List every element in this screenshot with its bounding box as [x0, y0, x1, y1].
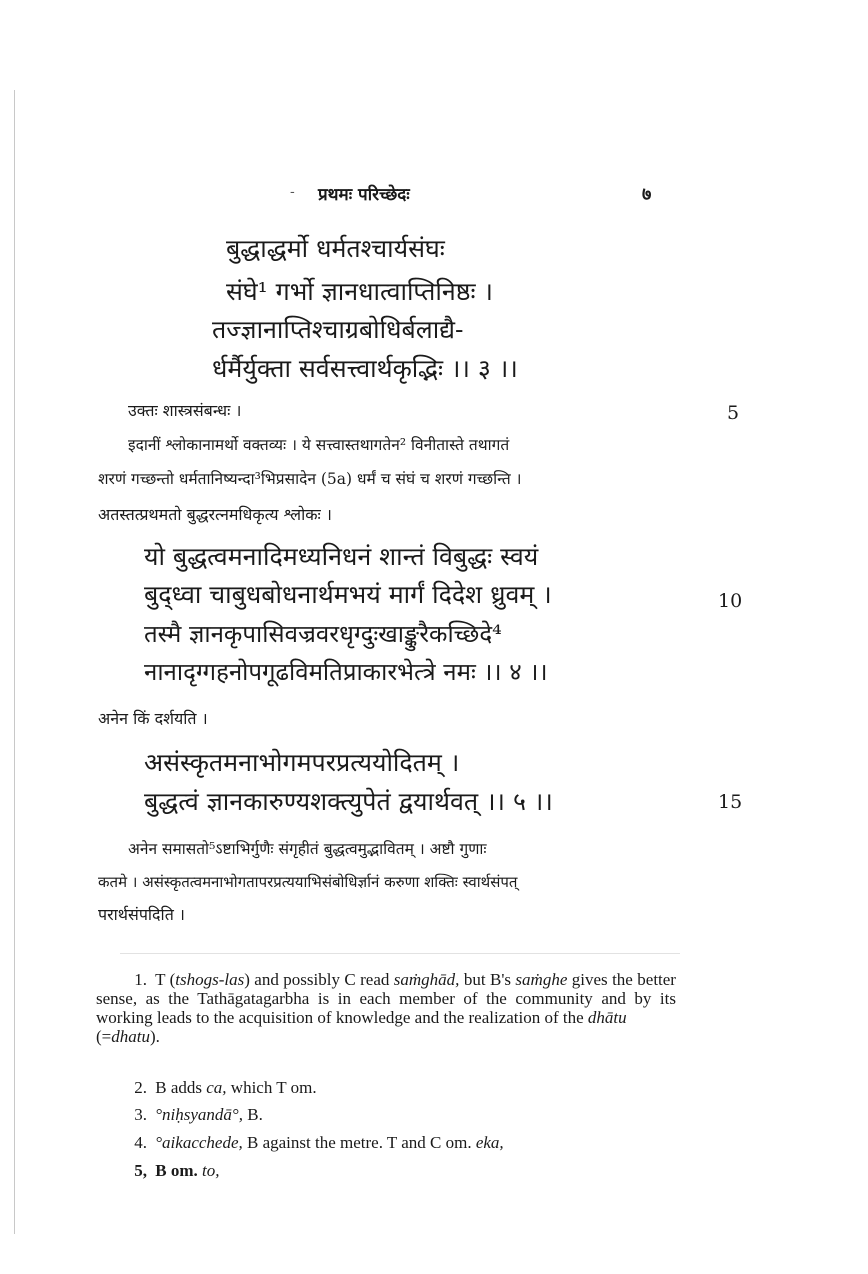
- page-header: [0, 182, 868, 212]
- line-number-15: 15: [718, 791, 743, 813]
- footnote-4-number: 4.: [134, 1133, 147, 1152]
- prose2-line-1: अनेन किं दर्शयति ।: [98, 709, 208, 728]
- prose1-line-1: उक्तः शास्त्रसंबन्धः ।: [128, 401, 242, 420]
- footnote-2: [120, 1078, 700, 1097]
- verse3-line-2: संघे¹ गर्भो ज्ञानधात्वाप्तिनिष्ठः ।: [226, 277, 493, 306]
- footnote-2-text: B adds: [155, 1078, 207, 1097]
- verse5-line-2: बुद्धत्वं ज्ञानकारुण्यशक्त्युपेतं द्वयार्थवत् ।। ५ ।।: [144, 787, 553, 816]
- line-number-5: 5: [727, 402, 740, 424]
- footnote-2-italic: ca,: [206, 1078, 227, 1097]
- footnote-1-text: (=: [96, 1027, 112, 1046]
- prose1-line-4: अतस्तत्प्रथमतो बुद्धरत्नमधिकृत्य श्लोकः ।: [98, 505, 332, 524]
- footnote-1-italic: saṁghe: [515, 970, 568, 989]
- line-number-10: 10: [718, 590, 743, 612]
- footnote-5-number: 5,: [134, 1161, 147, 1180]
- verse3-line-1: बुद्धाद्धर्मो धर्मतश्चार्यसंघः: [226, 234, 445, 263]
- footnote-3-number: 3.: [134, 1105, 147, 1124]
- footnote-1-italic: dhatu: [111, 1027, 150, 1046]
- verse3-line-4: र्धर्मैर्युक्ता सर्वसत्त्वार्थकृद्भिः ।। ३ ।।: [212, 354, 518, 383]
- footnote-1-text: ).: [149, 1027, 160, 1046]
- footnote-3-italic: °niḥsyandā°,: [155, 1105, 243, 1124]
- footnote-1-text: gives the better sense, as the Tathāgatagarbha is in each member of the community and by its working leads to the acquisition of knowledge and the realization of the: [96, 970, 676, 1027]
- footnote-2-number: 2.: [134, 1078, 147, 1097]
- footnote-4-italic: eka,: [475, 1133, 504, 1152]
- verse4-line-3: तस्मै ज्ञानकृपासिवज्रवरधृग्दुःखाङ्कुरैकच्छिदे⁴: [144, 620, 502, 648]
- prose1-line-3: शरणं गच्छन्तो धर्मतानिष्यन्दा³भिप्रसादेन (5a) धर्मं च संघं च शरणं गच्छन्ति ।: [98, 470, 522, 488]
- footnote-2-text: which T om.: [226, 1078, 317, 1097]
- footnote-1: [96, 970, 676, 1046]
- footnote-5-italic: to,: [202, 1161, 220, 1180]
- footnote-rule: [120, 953, 680, 954]
- prose3-line-1: अनेन समासतो⁵ऽष्टाभिर्गुणैः संगृहीतं बुद्धत्वमुद्भावितम् । अष्टौ गुणाः: [128, 840, 487, 858]
- running-title: प्रथमः परिच्छेदः: [318, 185, 410, 205]
- footnote-1-text: T (: [155, 970, 176, 989]
- footnote-1-text: but B's: [459, 970, 516, 989]
- footnote-1-italic: tshogs-las: [175, 970, 245, 989]
- prose3-line-3: परार्थसंपदिति ।: [98, 905, 185, 924]
- footnote-5: [120, 1161, 700, 1180]
- prose1-line-2: इदानीं श्लोकानामर्थो वक्तव्यः । ये सत्त्वास्तथागतेन² विनीतास्ते तथागतं: [128, 436, 510, 454]
- verse4-line-4: नानादृग्गहनोपगूढविमतिप्राकारभेत्त्रे नमः ।। ४ ।।: [144, 658, 548, 686]
- footnote-3: [120, 1105, 700, 1124]
- footnote-1-italic: dhātu: [587, 1008, 627, 1027]
- prose3-line-2: कतमे । असंस्कृतत्वमनाभोगतापरप्रत्ययाभिसंबोधिर्ज्ञानं करुणा शक्तिः स्वार्थसंपत्: [98, 873, 518, 891]
- verse4-line-2: बुद्ध्वा चाबुधबोधनार्थमभयं मार्गं दिदेश ध्रुवम् ।: [144, 580, 552, 609]
- page-edge: [14, 90, 15, 1234]
- footnote-4-italic: °aikacchede,: [155, 1133, 243, 1152]
- footnote-3-text: B.: [242, 1105, 263, 1124]
- verse5-line-1: असंस्कृतमनाभोगमपरप्रत्ययोदितम् ।: [144, 748, 460, 777]
- footnote-1-text: ) and possibly C read: [244, 970, 394, 989]
- page-number: ७: [642, 184, 652, 205]
- verse3-line-3: तज्ज्ञानाप्तिश्चाग्रबोधिर्बलाद्यै-: [212, 315, 464, 344]
- footnote-5-text: B om.: [155, 1161, 202, 1180]
- verse4-line-1: यो बुद्धत्वमनादिमध्यनिधनं शान्तं विबुद्धः स्वयं: [144, 542, 539, 571]
- footnote-4: [120, 1133, 700, 1152]
- footnote-1-italic: saṁghād,: [393, 970, 460, 989]
- footnote-1-number: 1.: [134, 970, 147, 989]
- footnote-4-text: B against the metre. T and C om.: [242, 1133, 476, 1152]
- header-dash: -: [290, 184, 295, 200]
